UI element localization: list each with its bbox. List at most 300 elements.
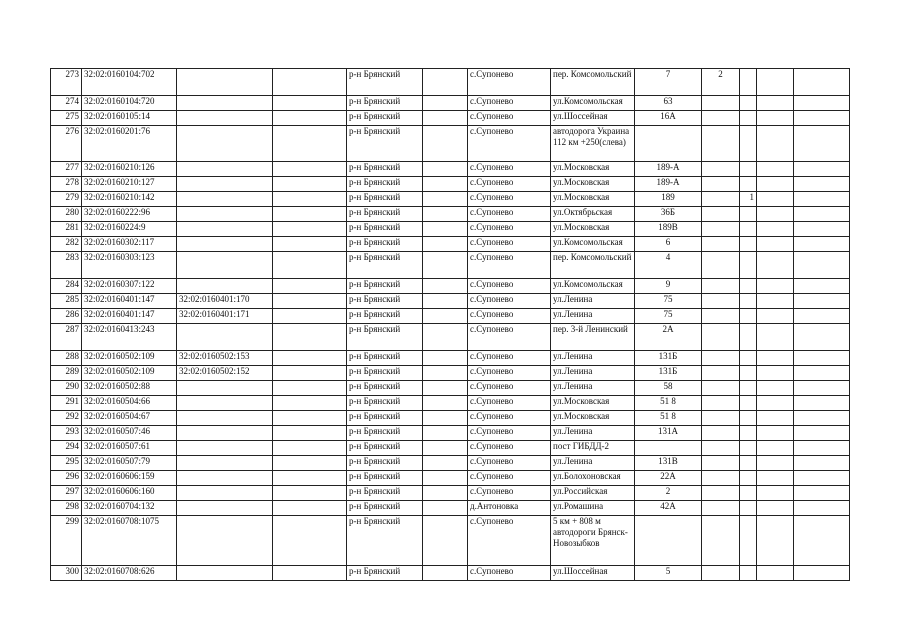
empty-cell	[273, 456, 347, 471]
empty-cell	[273, 207, 347, 222]
settlement: с.Супонево	[468, 279, 551, 294]
row-number: 284	[51, 279, 82, 294]
count-cell	[702, 411, 740, 426]
empty-cell	[273, 222, 347, 237]
district: р-н Брянский	[347, 309, 423, 324]
count-cell	[702, 309, 740, 324]
house-number: 131В	[635, 456, 702, 471]
empty-cell	[757, 324, 794, 351]
cadastral-number-2	[177, 426, 273, 441]
table-row	[51, 309, 850, 324]
district: р-н Брянский	[347, 279, 423, 294]
district: р-н Брянский	[347, 366, 423, 381]
empty-cell	[757, 192, 794, 207]
settlement: с.Супонево	[468, 566, 551, 581]
row-number: 298	[51, 501, 82, 516]
row-number: 287	[51, 324, 82, 351]
row-number: 277	[51, 162, 82, 177]
house-number: 2	[635, 486, 702, 501]
count-cell-2	[740, 516, 757, 566]
empty-cell	[757, 566, 794, 581]
cadastral-number-2	[177, 96, 273, 111]
empty-cell	[757, 351, 794, 366]
house-number: 189	[635, 192, 702, 207]
settlement: с.Супонево	[468, 207, 551, 222]
settlement: с.Супонево	[468, 411, 551, 426]
empty-cell	[757, 411, 794, 426]
cadastral-number-2	[177, 441, 273, 456]
count-cell-2: 1	[740, 192, 757, 207]
cadastral-number: 32:02:0160502:109	[82, 366, 177, 381]
cadastral-number: 32:02:0160504:67	[82, 411, 177, 426]
empty-cell	[273, 111, 347, 126]
settlement: с.Супонево	[468, 441, 551, 456]
empty-cell	[794, 501, 850, 516]
empty-cell	[423, 501, 468, 516]
street: ул.Ленина	[551, 294, 635, 309]
cadastral-number: 32:02:0160307:122	[82, 279, 177, 294]
empty-cell	[273, 381, 347, 396]
cadastral-number-2: 32:02:0160502:153	[177, 351, 273, 366]
settlement: с.Супонево	[468, 294, 551, 309]
empty-cell	[757, 426, 794, 441]
table-row	[51, 456, 850, 471]
empty-cell	[423, 252, 468, 279]
house-number: 5	[635, 566, 702, 581]
empty-cell	[794, 456, 850, 471]
table-row	[51, 516, 850, 566]
count-cell	[702, 486, 740, 501]
empty-cell	[273, 237, 347, 252]
count-cell	[702, 456, 740, 471]
empty-cell	[794, 396, 850, 411]
house-number: 2А	[635, 324, 702, 351]
table-row	[51, 366, 850, 381]
count-cell-2	[740, 162, 757, 177]
empty-cell	[794, 309, 850, 324]
empty-cell	[757, 396, 794, 411]
empty-cell	[794, 324, 850, 351]
count-cell-2	[740, 126, 757, 162]
empty-cell	[423, 441, 468, 456]
count-cell-2	[740, 96, 757, 111]
count-cell	[702, 516, 740, 566]
empty-cell	[273, 162, 347, 177]
empty-cell	[423, 294, 468, 309]
empty-cell	[423, 566, 468, 581]
row-number: 295	[51, 456, 82, 471]
cadastral-number-2	[177, 381, 273, 396]
empty-cell	[757, 162, 794, 177]
row-number: 275	[51, 111, 82, 126]
cadastral-number-2: 32:02:0160401:171	[177, 309, 273, 324]
settlement: д.Антоновка	[468, 501, 551, 516]
count-cell-2	[740, 207, 757, 222]
district: р-н Брянский	[347, 396, 423, 411]
empty-cell	[423, 486, 468, 501]
count-cell	[702, 126, 740, 162]
street: пер. 3-й Ленинский	[551, 324, 635, 351]
district: р-н Брянский	[347, 162, 423, 177]
count-cell: 2	[702, 69, 740, 96]
table-row	[51, 111, 850, 126]
cadastral-number: 32:02:0160704:132	[82, 501, 177, 516]
row-number: 278	[51, 177, 82, 192]
empty-cell	[273, 441, 347, 456]
count-cell-2	[740, 324, 757, 351]
cadastral-number-2	[177, 177, 273, 192]
table-row	[51, 471, 850, 486]
empty-cell	[794, 252, 850, 279]
cadastral-number: 32:02:0160708:626	[82, 566, 177, 581]
empty-cell	[423, 456, 468, 471]
street: ул.Московская	[551, 177, 635, 192]
count-cell	[702, 396, 740, 411]
empty-cell	[273, 566, 347, 581]
row-number: 274	[51, 96, 82, 111]
empty-cell	[423, 162, 468, 177]
house-number	[635, 126, 702, 162]
cadastral-number-2: 32:02:0160502:152	[177, 366, 273, 381]
empty-cell	[273, 351, 347, 366]
count-cell	[702, 381, 740, 396]
row-number: 288	[51, 351, 82, 366]
empty-cell	[273, 279, 347, 294]
house-number: 36Б	[635, 207, 702, 222]
empty-cell	[794, 351, 850, 366]
count-cell	[702, 192, 740, 207]
empty-cell	[794, 294, 850, 309]
count-cell	[702, 471, 740, 486]
empty-cell	[794, 126, 850, 162]
district: р-н Брянский	[347, 516, 423, 566]
empty-cell	[794, 69, 850, 96]
count-cell-2	[740, 381, 757, 396]
empty-cell	[794, 237, 850, 252]
house-number	[635, 441, 702, 456]
row-number: 280	[51, 207, 82, 222]
table-row	[51, 237, 850, 252]
settlement: с.Супонево	[468, 351, 551, 366]
house-number: 51 8	[635, 411, 702, 426]
settlement: с.Супонево	[468, 111, 551, 126]
district: р-н Брянский	[347, 381, 423, 396]
empty-cell	[794, 162, 850, 177]
empty-cell	[757, 279, 794, 294]
street: ул.Ленина	[551, 309, 635, 324]
cadastral-number-2	[177, 471, 273, 486]
cadastral-number-2	[177, 411, 273, 426]
table-row	[51, 351, 850, 366]
street: ул.Ленина	[551, 456, 635, 471]
empty-cell	[757, 441, 794, 456]
district: р-н Брянский	[347, 177, 423, 192]
count-cell-2	[740, 366, 757, 381]
district: р-н Брянский	[347, 351, 423, 366]
cadastral-number: 32:02:0160507:79	[82, 456, 177, 471]
cadastral-number: 32:02:0160104:702	[82, 69, 177, 96]
settlement: с.Супонево	[468, 222, 551, 237]
street: ул.Российская	[551, 486, 635, 501]
empty-cell	[273, 516, 347, 566]
cadastral-number: 32:02:0160606:159	[82, 471, 177, 486]
table-row	[51, 279, 850, 294]
row-number: 297	[51, 486, 82, 501]
count-cell-2	[740, 486, 757, 501]
empty-cell	[757, 516, 794, 566]
count-cell	[702, 426, 740, 441]
cadastral-number-2	[177, 516, 273, 566]
cadastral-number: 32:02:0160708:1075	[82, 516, 177, 566]
settlement: с.Супонево	[468, 237, 551, 252]
empty-cell	[757, 486, 794, 501]
row-number: 299	[51, 516, 82, 566]
empty-cell	[423, 126, 468, 162]
district: р-н Брянский	[347, 111, 423, 126]
district: р-н Брянский	[347, 192, 423, 207]
empty-cell	[794, 207, 850, 222]
empty-cell	[757, 69, 794, 96]
empty-cell	[757, 126, 794, 162]
count-cell	[702, 222, 740, 237]
settlement: с.Супонево	[468, 162, 551, 177]
cadastral-number-2	[177, 486, 273, 501]
empty-cell	[794, 516, 850, 566]
settlement: с.Супонево	[468, 177, 551, 192]
count-cell	[702, 207, 740, 222]
count-cell	[702, 566, 740, 581]
street: пер. Комсомольский	[551, 252, 635, 279]
empty-cell	[423, 411, 468, 426]
count-cell-2	[740, 501, 757, 516]
row-number: 273	[51, 69, 82, 96]
registry-table	[50, 68, 850, 581]
empty-cell	[423, 381, 468, 396]
count-cell	[702, 366, 740, 381]
house-number: 189-А	[635, 162, 702, 177]
cadastral-number-2	[177, 456, 273, 471]
table-body	[51, 69, 850, 581]
cadastral-number-2	[177, 192, 273, 207]
count-cell-2	[740, 111, 757, 126]
street: ул.Шоссейная	[551, 111, 635, 126]
empty-cell	[757, 111, 794, 126]
table-row	[51, 222, 850, 237]
empty-cell	[273, 69, 347, 96]
empty-cell	[794, 222, 850, 237]
count-cell	[702, 237, 740, 252]
house-number: 9	[635, 279, 702, 294]
cadastral-number: 32:02:0160302:117	[82, 237, 177, 252]
street: автодорога Украина 112 км +250(слева)	[551, 126, 635, 162]
row-number: 286	[51, 309, 82, 324]
street: ул.Ленина	[551, 366, 635, 381]
count-cell	[702, 324, 740, 351]
empty-cell	[423, 324, 468, 351]
cadastral-number: 32:02:0160222:96	[82, 207, 177, 222]
empty-cell	[757, 222, 794, 237]
count-cell	[702, 294, 740, 309]
table-row	[51, 96, 850, 111]
cadastral-number-2	[177, 126, 273, 162]
empty-cell	[794, 381, 850, 396]
empty-cell	[794, 111, 850, 126]
cadastral-number: 32:02:0160401:147	[82, 309, 177, 324]
empty-cell	[273, 396, 347, 411]
count-cell-2	[740, 309, 757, 324]
street: ул.Ленина	[551, 351, 635, 366]
row-number: 291	[51, 396, 82, 411]
cadastral-number: 32:02:0160401:147	[82, 294, 177, 309]
empty-cell	[794, 366, 850, 381]
count-cell-2	[740, 456, 757, 471]
empty-cell	[794, 192, 850, 207]
district: р-н Брянский	[347, 222, 423, 237]
cadastral-number-2	[177, 252, 273, 279]
cadastral-number: 32:02:0160507:46	[82, 426, 177, 441]
empty-cell	[273, 252, 347, 279]
count-cell	[702, 177, 740, 192]
cadastral-number: 32:02:0160210:142	[82, 192, 177, 207]
row-number: 283	[51, 252, 82, 279]
count-cell	[702, 501, 740, 516]
house-number: 42А	[635, 501, 702, 516]
cadastral-number: 32:02:0160502:109	[82, 351, 177, 366]
empty-cell	[757, 471, 794, 486]
count-cell	[702, 96, 740, 111]
table-row	[51, 207, 850, 222]
cadastral-number-2	[177, 237, 273, 252]
cadastral-number: 32:02:0160210:126	[82, 162, 177, 177]
empty-cell	[273, 177, 347, 192]
settlement: с.Супонево	[468, 96, 551, 111]
district: р-н Брянский	[347, 126, 423, 162]
cadastral-number: 32:02:0160201:76	[82, 126, 177, 162]
empty-cell	[423, 279, 468, 294]
empty-cell	[273, 366, 347, 381]
street: ул.Московская	[551, 396, 635, 411]
row-number: 289	[51, 366, 82, 381]
empty-cell	[757, 177, 794, 192]
count-cell-2	[740, 222, 757, 237]
settlement: с.Супонево	[468, 192, 551, 207]
count-cell-2	[740, 294, 757, 309]
empty-cell	[423, 237, 468, 252]
district: р-н Брянский	[347, 252, 423, 279]
empty-cell	[794, 441, 850, 456]
table-row	[51, 324, 850, 351]
district: р-н Брянский	[347, 324, 423, 351]
street: ул.Комсомольская	[551, 237, 635, 252]
house-number: 51 8	[635, 396, 702, 411]
table-row	[51, 396, 850, 411]
empty-cell	[423, 351, 468, 366]
empty-cell	[794, 471, 850, 486]
row-number: 296	[51, 471, 82, 486]
empty-cell	[273, 294, 347, 309]
table-row	[51, 162, 850, 177]
empty-cell	[423, 366, 468, 381]
empty-cell	[273, 324, 347, 351]
row-number: 282	[51, 237, 82, 252]
settlement: с.Супонево	[468, 126, 551, 162]
empty-cell	[273, 486, 347, 501]
district: р-н Брянский	[347, 237, 423, 252]
cadastral-number-2	[177, 111, 273, 126]
table-row	[51, 177, 850, 192]
settlement: с.Супонево	[468, 396, 551, 411]
empty-cell	[423, 396, 468, 411]
empty-cell	[273, 96, 347, 111]
house-number: 75	[635, 294, 702, 309]
district: р-н Брянский	[347, 486, 423, 501]
count-cell-2	[740, 471, 757, 486]
settlement: с.Супонево	[468, 516, 551, 566]
empty-cell	[757, 381, 794, 396]
house-number: 189-А	[635, 177, 702, 192]
district: р-н Брянский	[347, 96, 423, 111]
count-cell	[702, 351, 740, 366]
count-cell	[702, 441, 740, 456]
house-number: 22А	[635, 471, 702, 486]
empty-cell	[423, 69, 468, 96]
cadastral-number-2	[177, 566, 273, 581]
street: ул.Ромашина	[551, 501, 635, 516]
row-number: 293	[51, 426, 82, 441]
street: ул.Шоссейная	[551, 566, 635, 581]
street: ул.Московская	[551, 411, 635, 426]
table-row	[51, 426, 850, 441]
count-cell-2	[740, 177, 757, 192]
row-number: 279	[51, 192, 82, 207]
empty-cell	[794, 279, 850, 294]
empty-cell	[273, 411, 347, 426]
empty-cell	[794, 486, 850, 501]
table-row	[51, 566, 850, 581]
empty-cell	[423, 207, 468, 222]
district: р-н Брянский	[347, 441, 423, 456]
cadastral-number: 32:02:0160606:160	[82, 486, 177, 501]
house-number: 131А	[635, 426, 702, 441]
empty-cell	[757, 456, 794, 471]
street: ул.Ленина	[551, 381, 635, 396]
empty-cell	[757, 366, 794, 381]
empty-cell	[423, 516, 468, 566]
house-number: 16А	[635, 111, 702, 126]
empty-cell	[273, 192, 347, 207]
empty-cell	[423, 426, 468, 441]
district: р-н Брянский	[347, 207, 423, 222]
table-row	[51, 411, 850, 426]
row-number: 276	[51, 126, 82, 162]
house-number: 4	[635, 252, 702, 279]
empty-cell	[757, 501, 794, 516]
street: пост ГИБДД-2	[551, 441, 635, 456]
settlement: с.Супонево	[468, 426, 551, 441]
empty-cell	[423, 111, 468, 126]
cadastral-number: 32:02:0160303:123	[82, 252, 177, 279]
empty-cell	[423, 471, 468, 486]
count-cell-2	[740, 566, 757, 581]
district: р-н Брянский	[347, 294, 423, 309]
count-cell	[702, 279, 740, 294]
count-cell	[702, 111, 740, 126]
count-cell-2	[740, 237, 757, 252]
empty-cell	[794, 96, 850, 111]
settlement: с.Супонево	[468, 69, 551, 96]
table-row	[51, 192, 850, 207]
district: р-н Брянский	[347, 426, 423, 441]
